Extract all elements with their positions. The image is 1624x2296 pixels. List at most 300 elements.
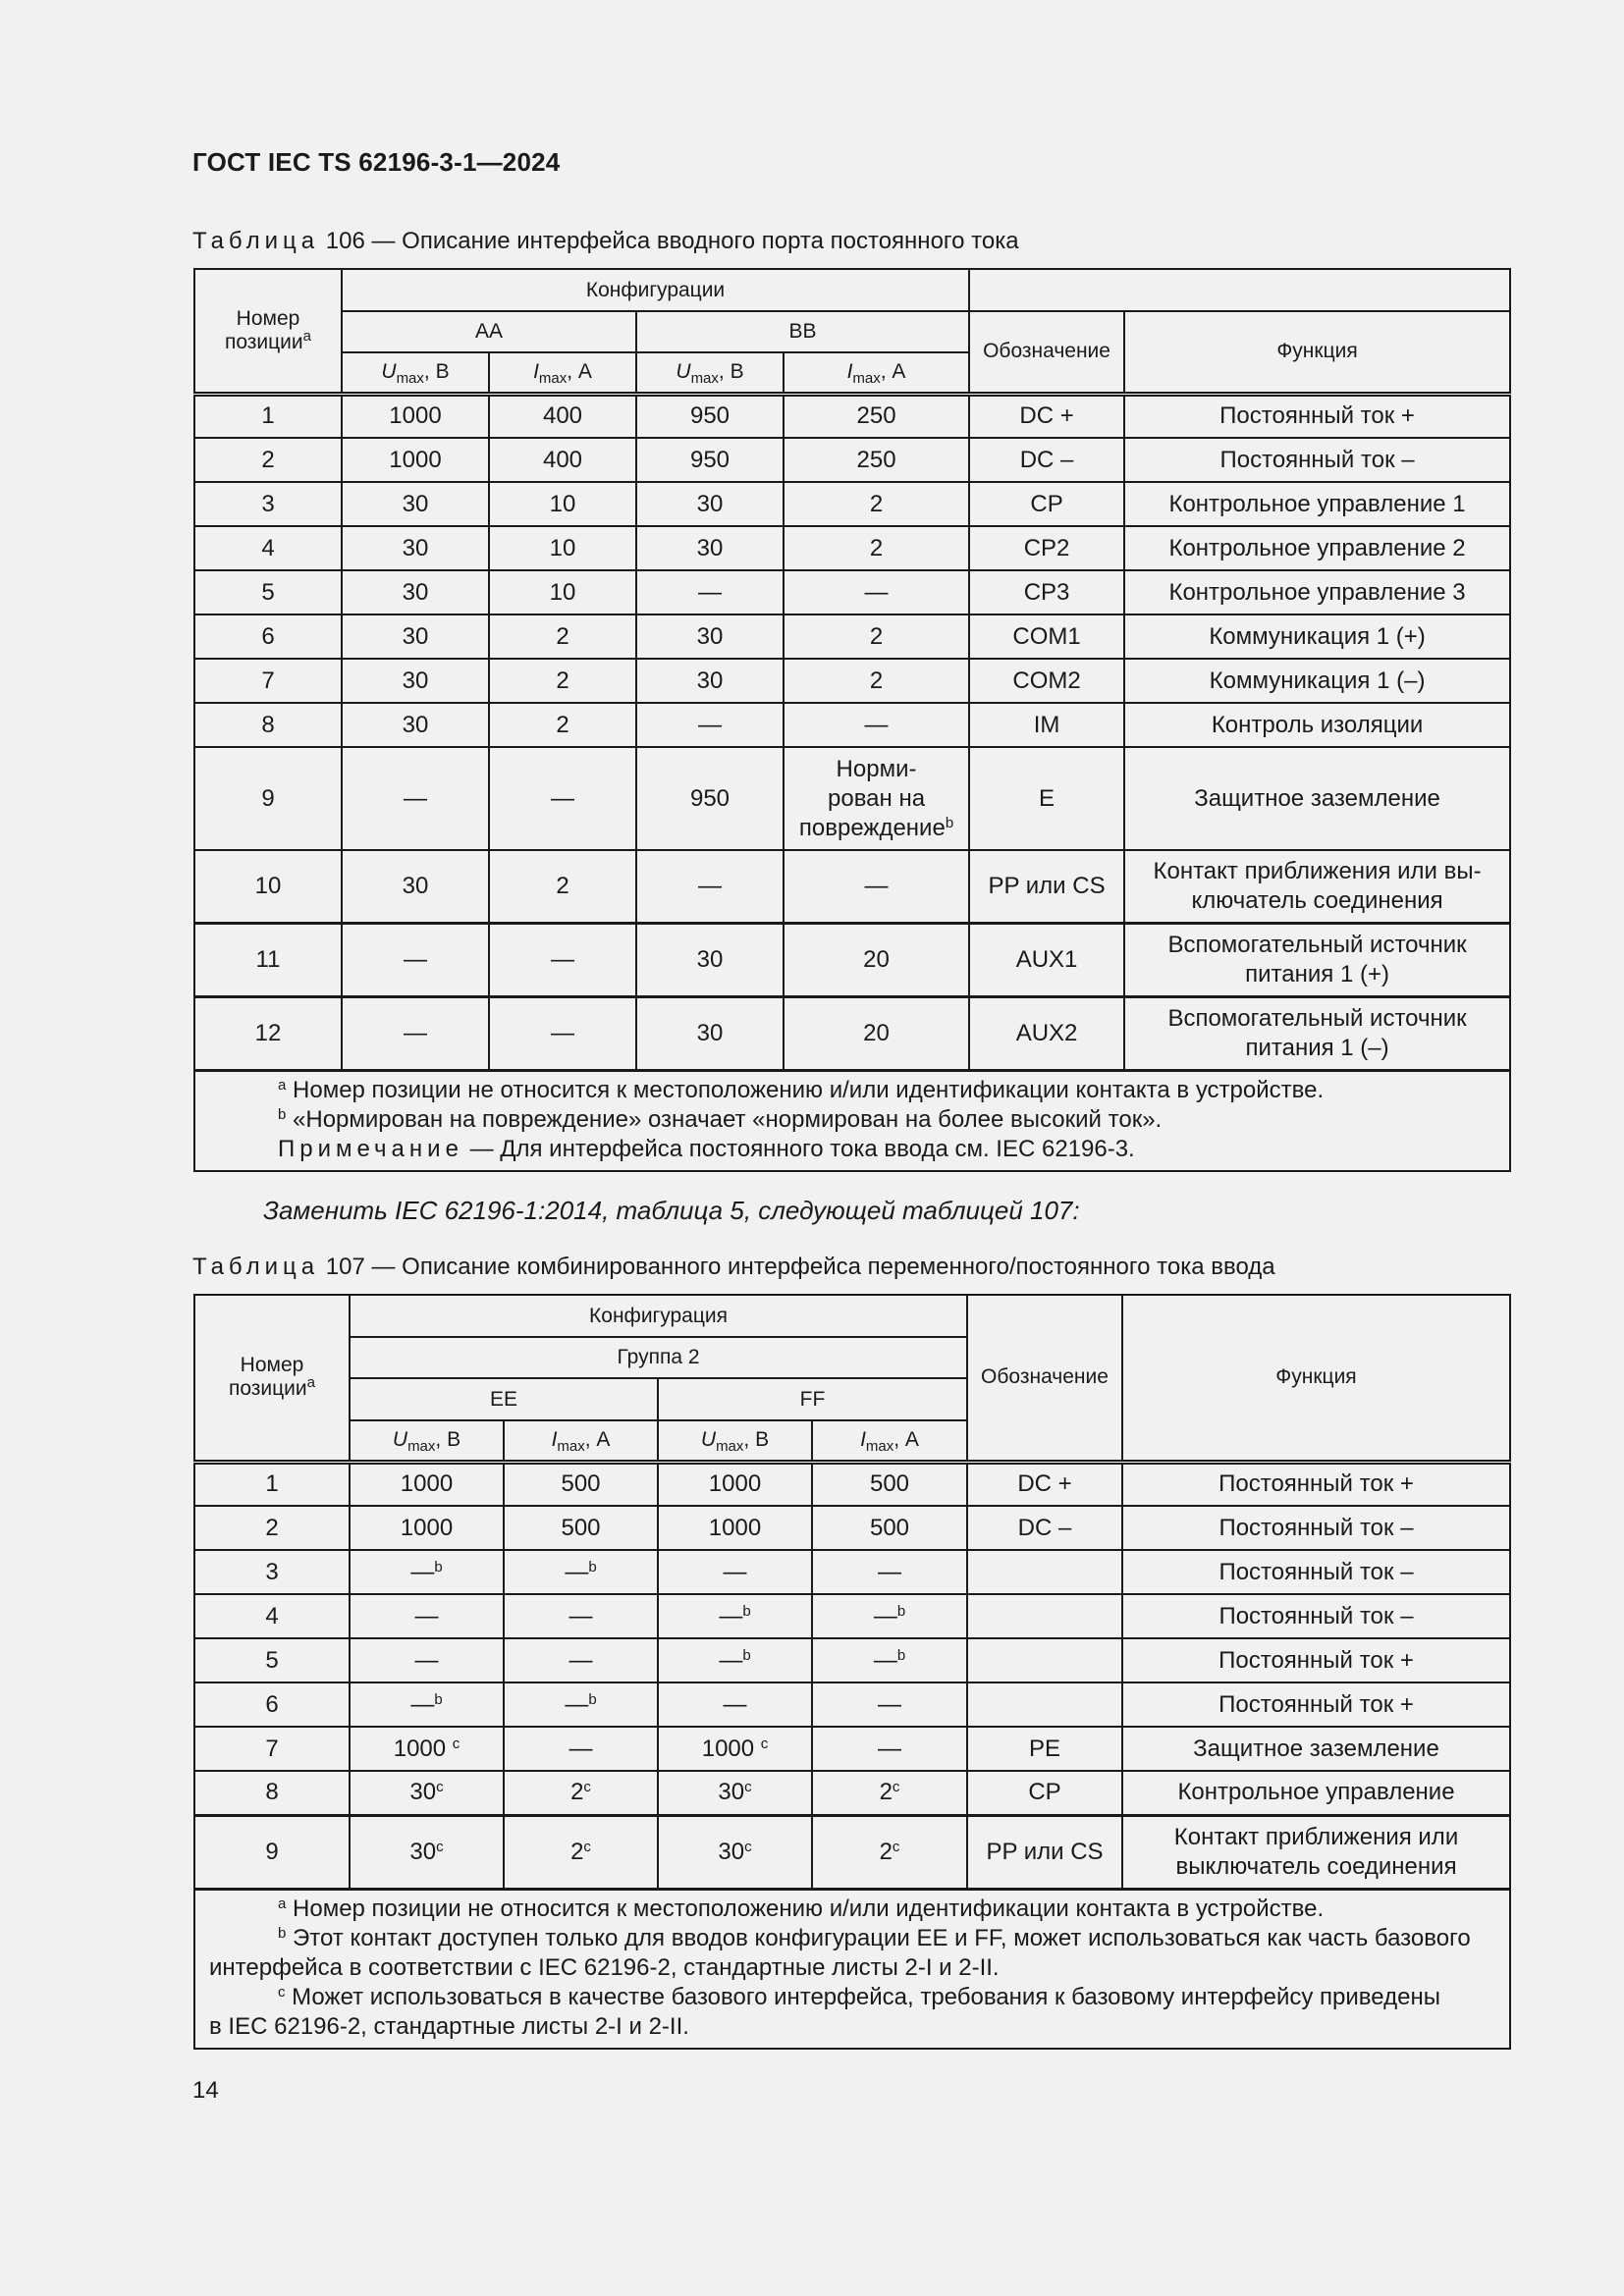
note-label: Примечание (278, 1135, 463, 1162)
table-cell: 5 (194, 570, 342, 614)
table-cell: 1000 (350, 1506, 504, 1550)
table-cell: 10 (489, 526, 636, 570)
table-cell: 30 (342, 526, 489, 570)
table-cell: DC – (969, 438, 1124, 482)
unit: , А (880, 360, 906, 384)
table-cell: — (812, 1682, 967, 1727)
table-cell: 950 (636, 438, 784, 482)
cell-text: — (719, 1602, 743, 1629)
table-cell (1124, 996, 1510, 1070)
table-row (194, 1550, 1510, 1594)
footnote-mark: b (434, 1690, 443, 1708)
symbol: I (846, 360, 853, 384)
function-header: Функция (1124, 311, 1510, 394)
table-106-caption (192, 228, 1019, 255)
cell-line: рован на (828, 784, 926, 812)
table-cell (504, 1815, 658, 1889)
table-cell: 1000 (342, 394, 489, 438)
table-cell: 4 (194, 526, 342, 570)
table-cell: Постоянный ток + (1122, 1638, 1510, 1682)
cell-line: Вспомогательный источник (1167, 931, 1467, 958)
table-cell (658, 1727, 812, 1771)
table-notes-row (194, 1889, 1510, 2049)
table-cell: — (658, 1550, 812, 1594)
cell-text: — (873, 1602, 897, 1629)
table-cell: COM1 (969, 614, 1124, 659)
table-cell: E (969, 747, 1124, 850)
table-cell: — (636, 570, 784, 614)
table-row (194, 1638, 1510, 1682)
table-row (194, 703, 1510, 747)
table-cell (350, 1771, 504, 1815)
table-cell: — (350, 1638, 504, 1682)
table-row (194, 1594, 1510, 1638)
footnote (209, 1895, 1497, 1924)
table-cell (504, 1771, 658, 1815)
footnote-mark: a (302, 327, 311, 345)
table-cell (350, 1550, 504, 1594)
footnote-mark: a (278, 1076, 287, 1094)
table-cell: 250 (784, 438, 969, 482)
table-cell: — (489, 996, 636, 1070)
footnote-mark: c (583, 1838, 591, 1855)
footnote-continuation: в IEC 62196-2, стандартные листы 2-I и 2-II. (209, 2012, 689, 2040)
table-cell: 30 (636, 614, 784, 659)
footnote-text: Этот контакт доступен только для вводов конфигурации EE и FF, может использоваться как часть базового (286, 1924, 1471, 1951)
table-cell (350, 1815, 504, 1889)
table-cell: 6 (194, 614, 342, 659)
cell-line: Норми- (836, 755, 917, 782)
footnote-mark: c (452, 1735, 460, 1752)
table-cell: 500 (504, 1506, 658, 1550)
footnote-mark: b (742, 1602, 751, 1620)
footnote-mark: a (278, 1895, 287, 1912)
table-cell: 2 (489, 614, 636, 659)
cell-line: ключатель соединения (1191, 886, 1443, 914)
imax-header (504, 1420, 658, 1462)
table-cell (504, 1682, 658, 1727)
table-106 (193, 268, 1511, 1172)
footnote-mark: a (306, 1374, 315, 1392)
table-cell (812, 1815, 967, 1889)
cell-text: 30 (409, 1779, 437, 1806)
subscript: max (865, 1438, 894, 1456)
unit: , А (893, 1428, 919, 1452)
footnote-mark: b (278, 1105, 287, 1123)
table-cell: — (350, 1594, 504, 1638)
table-cell: AUX2 (969, 996, 1124, 1070)
table-cell: 30 (342, 570, 489, 614)
table-cell: 7 (194, 659, 342, 703)
table-cell: 500 (812, 1462, 967, 1506)
table-cell: Коммуникация 1 (–) (1124, 659, 1510, 703)
table-cell (350, 1727, 504, 1771)
table-row (194, 923, 1510, 996)
cell-text: повреждение (798, 814, 946, 841)
table-cell (1122, 1815, 1510, 1889)
table-cell: 11 (194, 923, 342, 996)
unit: , А (567, 360, 592, 384)
table-note (209, 1135, 1497, 1164)
symbol: I (551, 1428, 558, 1452)
table-cell: — (636, 850, 784, 923)
table-cell: 20 (784, 996, 969, 1070)
table-cell (812, 1594, 967, 1638)
table-cell: 30 (342, 850, 489, 923)
table-cell: Защитное заземление (1122, 1727, 1510, 1771)
note-text: — Для интерфейса постоянного тока ввода см. IEC 62196-3. (462, 1135, 1135, 1162)
footnote-mark: c (278, 1983, 286, 2001)
table-cell: 30 (636, 996, 784, 1070)
table-cell: 2 (489, 850, 636, 923)
table-cell: 1000 (658, 1506, 812, 1550)
table-cell: 500 (812, 1506, 967, 1550)
table-row (194, 1462, 1510, 1506)
document-header: ГОСТ IEC TS 62196-3-1—2024 (192, 147, 561, 177)
table-row (194, 1815, 1510, 1889)
table-cell: Контрольное управление 3 (1124, 570, 1510, 614)
table-cell: 4 (194, 1594, 350, 1638)
table-cell: Постоянный ток + (1124, 394, 1510, 438)
table-cell: — (489, 923, 636, 996)
table-row (194, 996, 1510, 1070)
table-cell: Коммуникация 1 (+) (1124, 614, 1510, 659)
symbol: I (533, 360, 539, 384)
table-cell: 2 (784, 659, 969, 703)
position-number-header (194, 1295, 350, 1462)
designation-header: Обозначение (969, 311, 1124, 394)
table-cell: 950 (636, 747, 784, 850)
table-cell: DC + (969, 394, 1124, 438)
cell-line: Контакт приближения или вы- (1153, 857, 1482, 884)
footnote-mark: b (896, 1602, 906, 1620)
footnote-text: Номер позиции не относится к местоположению и/или идентификации контакта в устройстве. (286, 1076, 1325, 1103)
table-cell: 30 (342, 703, 489, 747)
cell-text: — (565, 1690, 589, 1718)
header-row (194, 1295, 1510, 1337)
position-number-header (194, 269, 342, 394)
table-cell: — (784, 570, 969, 614)
table-cell (658, 1815, 812, 1889)
table-cell (812, 1771, 967, 1815)
cell-text: 30 (718, 1779, 745, 1806)
footnote-mark: c (744, 1838, 752, 1855)
unit: , В (423, 360, 450, 384)
table-cell (658, 1638, 812, 1682)
table-cell: — (636, 703, 784, 747)
table-cell: Постоянный ток – (1122, 1550, 1510, 1594)
footnote-text: Номер позиции не относится к местоположению и/или идентификации контакта в устройстве. (286, 1895, 1325, 1922)
cell-text: — (410, 1558, 435, 1585)
table-row (194, 850, 1510, 923)
table-cell: — (812, 1727, 967, 1771)
subscript: max (852, 370, 881, 388)
table-notes-row (194, 1070, 1510, 1171)
table-cell: 30 (636, 482, 784, 526)
unit: , В (743, 1428, 770, 1452)
imax-header (784, 352, 969, 394)
subscript: max (690, 370, 719, 388)
subscript: max (716, 1438, 744, 1456)
table-cell: 20 (784, 923, 969, 996)
table-cell: — (342, 923, 489, 996)
cell-line: выключатель соединения (1175, 1852, 1457, 1880)
config-bb-header: BB (636, 311, 969, 352)
table-cell: 2 (489, 659, 636, 703)
header-text: Номер позиции (228, 1354, 307, 1401)
cell-text: 2 (879, 1838, 893, 1865)
table-cell: 30 (636, 526, 784, 570)
table-cell (812, 1638, 967, 1682)
table-cell: PE (967, 1727, 1122, 1771)
table-cell (967, 1682, 1122, 1727)
footnote-mark: c (744, 1779, 752, 1796)
table-notes (194, 1889, 1510, 2049)
table-cell: 30 (636, 659, 784, 703)
table-caption-text: 106 — Описание интерфейса вводного порта постоянного тока (319, 228, 1019, 254)
table-cell: — (342, 996, 489, 1070)
table-cell (504, 1550, 658, 1594)
table-cell: DC – (967, 1506, 1122, 1550)
header-text: Номер позиции (224, 306, 303, 353)
symbol: U (381, 360, 397, 384)
footnote-mark: b (742, 1646, 751, 1664)
table-cell: — (658, 1682, 812, 1727)
cell-text: 2 (879, 1779, 893, 1806)
table-cell: 1 (194, 1462, 350, 1506)
table-cell: IM (969, 703, 1124, 747)
subscript: max (407, 1438, 436, 1456)
blank-header-cell (969, 269, 1510, 311)
table-cell: Контрольное управление (1122, 1771, 1510, 1815)
table-cell (658, 1594, 812, 1638)
table-cell: Защитное заземление (1124, 747, 1510, 850)
designation-header: Обозначение (967, 1295, 1122, 1462)
table-cell (967, 1638, 1122, 1682)
table-cell: Контроль изоляции (1124, 703, 1510, 747)
table-cell: 2 (489, 703, 636, 747)
page-number: 14 (192, 2077, 219, 2104)
cell-line: питания 1 (+) (1245, 960, 1389, 988)
footnote-mark: c (436, 1838, 444, 1855)
header-row (194, 269, 1510, 311)
footnote-mark: b (588, 1690, 597, 1708)
footnote (209, 1924, 1497, 1953)
table-cell: — (812, 1550, 967, 1594)
table-cell: 10 (194, 850, 342, 923)
footnote (209, 1076, 1497, 1105)
table-cell (350, 1682, 504, 1727)
subscript: max (538, 370, 568, 388)
table-cell: COM2 (969, 659, 1124, 703)
unit: , В (435, 1428, 461, 1452)
table-cell: 2 (784, 614, 969, 659)
table-cell: 2 (194, 438, 342, 482)
table-cell: 8 (194, 1771, 350, 1815)
footnote-mark: c (760, 1735, 769, 1752)
footnote-mark: c (436, 1779, 444, 1796)
cell-text: 30 (718, 1838, 745, 1865)
cell-text: — (719, 1646, 743, 1674)
table-cell (967, 1550, 1122, 1594)
umax-header (658, 1420, 812, 1462)
table-cell: CP3 (969, 570, 1124, 614)
group-header: Группа 2 (350, 1337, 967, 1378)
cell-text: 1000 (393, 1735, 453, 1762)
table-cell: CP (967, 1771, 1122, 1815)
cell-text: — (873, 1646, 897, 1674)
symbol: U (700, 1428, 717, 1452)
table-row (194, 747, 1510, 850)
config-aa-header: AA (342, 311, 636, 352)
table-cell: Постоянный ток – (1122, 1594, 1510, 1638)
footnote-mark: c (892, 1838, 900, 1855)
table-cell: 250 (784, 394, 969, 438)
cell-line: Контакт приближения или (1173, 1823, 1459, 1850)
table-cell: Контрольное управление 2 (1124, 526, 1510, 570)
table-cell: Постоянный ток + (1122, 1682, 1510, 1727)
replacement-instruction: Заменить IEC 62196-1:2014, таблица 5, следующей таблицей 107: (263, 1196, 1080, 1225)
table-row (194, 659, 1510, 703)
cell-line (790, 814, 962, 843)
cell-text: — (410, 1690, 435, 1718)
table-cell: 2 (784, 482, 969, 526)
cell-text: 1000 (701, 1735, 761, 1762)
table-cell: DC + (967, 1462, 1122, 1506)
config-ff-header: FF (658, 1378, 967, 1420)
configurations-header: Конфигурации (342, 269, 969, 311)
table-cell (967, 1594, 1122, 1638)
table-cell: 6 (194, 1682, 350, 1727)
unit: , А (584, 1428, 611, 1452)
symbol: I (860, 1428, 866, 1452)
table-caption-word: Таблица (192, 228, 320, 254)
table-row (194, 1682, 1510, 1727)
footnote-mark: c (583, 1779, 591, 1796)
table-cell: 9 (194, 1815, 350, 1889)
footnote-mark: b (896, 1646, 906, 1664)
table-row (194, 482, 1510, 526)
cell-text: — (565, 1558, 589, 1585)
table-cell: Контрольное управление 1 (1124, 482, 1510, 526)
table-row (194, 570, 1510, 614)
table-row (194, 1727, 1510, 1771)
table-cell: 30 (342, 659, 489, 703)
table-cell: — (504, 1638, 658, 1682)
table-cell: 1000 (658, 1462, 812, 1506)
table-cell: 7 (194, 1727, 350, 1771)
table-cell: 400 (489, 438, 636, 482)
table-cell: 30 (342, 614, 489, 659)
table-cell: — (784, 703, 969, 747)
table-cell: 1000 (342, 438, 489, 482)
table-cell: 30 (636, 923, 784, 996)
table-cell: — (504, 1727, 658, 1771)
symbol: U (676, 360, 691, 384)
table-cell: Постоянный ток – (1122, 1506, 1510, 1550)
table-notes (194, 1070, 1510, 1171)
table-row (194, 526, 1510, 570)
footnote-mark: b (434, 1558, 443, 1575)
table-row (194, 394, 1510, 438)
footnote-text: Может использоваться в качестве базового интерфейса, требования к базовому интерфейсу приведены (285, 1983, 1440, 2010)
umax-header (636, 352, 784, 394)
function-header: Функция (1122, 1295, 1510, 1462)
table-cell: 3 (194, 482, 342, 526)
table-cell: — (489, 747, 636, 850)
table-cell: — (784, 850, 969, 923)
table-cell: PP или CS (967, 1815, 1122, 1889)
cell-line: питания 1 (–) (1245, 1034, 1389, 1061)
cell-text: 2 (570, 1838, 584, 1865)
table-cell: PP или CS (969, 850, 1124, 923)
umax-header (342, 352, 489, 394)
table-cell: Постоянный ток – (1124, 438, 1510, 482)
table-caption-word: Таблица (192, 1254, 320, 1280)
footnote (209, 1983, 1497, 2012)
table-cell: 10 (489, 570, 636, 614)
table-cell: 2 (784, 526, 969, 570)
cell-text: 2 (570, 1779, 584, 1806)
table-row (194, 438, 1510, 482)
table-cell: 8 (194, 703, 342, 747)
table-cell: 3 (194, 1550, 350, 1594)
imax-header (489, 352, 636, 394)
table-cell: CP (969, 482, 1124, 526)
table-107-caption (192, 1254, 1275, 1281)
table-107 (193, 1294, 1511, 2050)
cell-line: Вспомогательный источник (1167, 1004, 1467, 1032)
footnote (209, 1105, 1497, 1135)
table-cell: 1000 (350, 1462, 504, 1506)
unit: , В (718, 360, 744, 384)
table-cell: 950 (636, 394, 784, 438)
subscript: max (396, 370, 424, 388)
table-row (194, 1506, 1510, 1550)
subscript: max (557, 1438, 585, 1456)
table-cell (1124, 850, 1510, 923)
footnote-mark: b (588, 1558, 597, 1575)
umax-header (350, 1420, 504, 1462)
table-cell: 2 (194, 1506, 350, 1550)
table-row (194, 1771, 1510, 1815)
table-cell: 400 (489, 394, 636, 438)
table-cell: 9 (194, 747, 342, 850)
footnote-mark: c (892, 1779, 900, 1796)
table-cell: — (342, 747, 489, 850)
imax-header (812, 1420, 967, 1462)
table-cell (784, 747, 969, 850)
footnote-text: «Нормирован на повреждение» означает «нормирован на более высокий ток». (286, 1105, 1163, 1133)
footnote-mark: b (278, 1924, 287, 1942)
table-row (194, 614, 1510, 659)
table-cell: 1 (194, 394, 342, 438)
table-caption-text: 107 — Описание комбинированного интерфейса переменного/постоянного тока ввода (319, 1254, 1275, 1280)
table-cell: — (504, 1594, 658, 1638)
footnote-mark: b (945, 814, 954, 831)
table-cell: 10 (489, 482, 636, 526)
table-cell: 30 (342, 482, 489, 526)
table-cell: 12 (194, 996, 342, 1070)
table-cell: CP2 (969, 526, 1124, 570)
cell-text: 30 (409, 1838, 437, 1865)
table-cell: Постоянный ток + (1122, 1462, 1510, 1506)
table-cell: 500 (504, 1462, 658, 1506)
table-cell: 5 (194, 1638, 350, 1682)
config-ee-header: EE (350, 1378, 658, 1420)
table-cell (1124, 923, 1510, 996)
table-cell (658, 1771, 812, 1815)
